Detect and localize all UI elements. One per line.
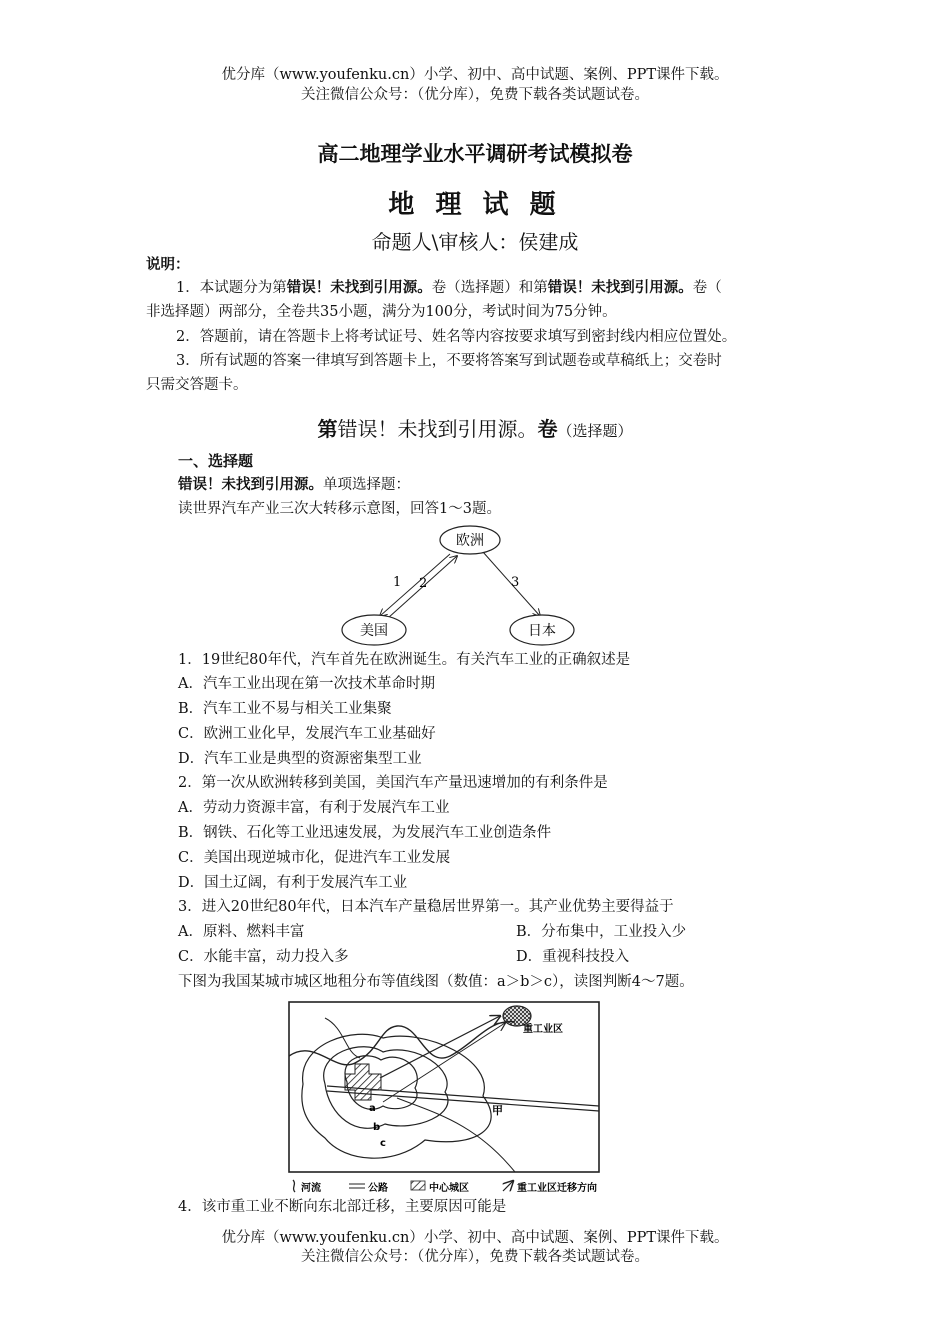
section-error-ref: 错误！未找到引用源。	[337, 417, 538, 441]
exam-title: 高二地理学业水平调研考试模拟卷	[317, 141, 633, 166]
label-europe: 欧洲	[456, 533, 484, 549]
map-intro: 下图为我国某城市城区地租分布等值线图（数值：a＞b＞c），读图判断4～7题。	[178, 974, 694, 990]
arrow-europe-to-usa	[380, 554, 450, 616]
question-1-option-c: C．欧洲工业化早，发展汽车工业基础好	[178, 726, 436, 742]
question-2-option-b: B．钢铁、石化等工业迅速发展，为发展汽车工业创造条件	[178, 825, 552, 841]
notes-label: 说明：	[146, 256, 190, 273]
question-4: 4．该市重工业不断向东北部迁移，主要原因可能是	[178, 1199, 507, 1215]
note-1-line2: 非选择题）两部分，全卷共35小题，满分为100分，考试时间为75分钟。	[146, 304, 617, 320]
page-footer-line1: 优分库（www.youfenku.cn）小学、初中、高中试题、案例、PPT课件下载。	[221, 1230, 729, 1246]
heavy-industry-zone	[503, 1006, 531, 1026]
part1-subheading-text: 单项选择题：	[323, 477, 410, 493]
note-1-part-c: 卷（	[692, 280, 722, 296]
isoline-label-b: b	[373, 1122, 381, 1133]
question-3-option-d: D．重视科技投入	[516, 949, 630, 965]
section-prefix: 第	[317, 417, 338, 441]
legend-migration-icon	[503, 1181, 513, 1191]
label-usa: 美国	[360, 623, 388, 639]
legend-migration: 重工业区迁移方向	[517, 1183, 597, 1194]
legend-center: 中心城区	[429, 1183, 469, 1194]
isoline-label-a: a	[369, 1103, 376, 1114]
question-3: 3．进入20世纪80年代，日本汽车产量稳居世界第一。其产业优势主要得益于	[178, 899, 674, 915]
author-line: 命题人\审核人：侯建成	[371, 230, 579, 254]
question-3-option-a: A．原料、燃料丰富	[178, 924, 305, 940]
label-transfer-2: 2	[419, 576, 428, 591]
question-2-option-d: D．国土辽阔，有利于发展汽车工业	[178, 875, 408, 891]
question-2-option-a: A．劳动力资源丰富，有利于发展汽车工业	[178, 800, 450, 816]
question-1: 1．19世纪80年代，汽车首先在欧洲诞生。有关汽车工业的正确叙述是	[178, 652, 631, 668]
location-jia: 甲	[492, 1104, 503, 1117]
note-1-error-ref-1: 错误！未找到引用源。	[286, 279, 432, 296]
question-3-option-c: C．水能丰富，动力投入多	[178, 949, 349, 965]
legend-road: 公路	[368, 1183, 388, 1194]
page-header-line2: 关注微信公众号：（优分库），免费下载各类试题试卷。	[301, 87, 649, 103]
question-1-option-a: A．汽车工业出现在第一次技术革命时期	[178, 676, 435, 692]
question-1-option-d: D．汽车工业是典型的资源密集型工业	[178, 751, 422, 767]
label-japan: 日本	[528, 623, 556, 639]
note-1-part-b: 卷（选择题）和第	[431, 280, 548, 296]
note-3-line1: 3．所有试题的答案一律填写到答题卡上，不要将答案写到试题卷或草稿纸上；交卷时	[176, 353, 722, 369]
section-heading	[0, 413, 950, 442]
legend-center-icon	[411, 1181, 425, 1190]
part1-heading: 一、选择题	[178, 452, 254, 470]
legend-river: 河流	[301, 1183, 321, 1194]
land-rent-isoline-map	[285, 998, 605, 1194]
note-2: 2．答题前，请在答题卡上将考试证号、姓名等内容按要求填写到密封线内相应位置处。	[176, 329, 737, 345]
part1-intro: 读世界汽车产业三次大转移示意图，回答1～3题。	[178, 501, 501, 517]
question-3-option-b: B．分布集中，工业投入少	[516, 924, 687, 940]
question-1-option-b: B．汽车工业不易与相关工业集聚	[178, 701, 392, 717]
label-transfer-1: 1	[393, 575, 402, 590]
part1-subheading	[178, 475, 410, 495]
page-header-line1: 优分库（www.youfenku.cn）小学、初中、高中试题、案例、PPT课件下载。	[221, 67, 729, 83]
isoline-label-c: c	[380, 1138, 386, 1149]
label-transfer-3: 3	[511, 575, 520, 590]
heavy-industry-label: 重工业区	[523, 1024, 563, 1035]
note-3-line2: 只需交答题卡。	[146, 377, 248, 393]
note-1-part-a: 1．本试题分为第	[176, 280, 287, 296]
legend-river-icon	[293, 1180, 295, 1192]
part1-error-ref: 错误！未找到引用源。	[178, 477, 323, 493]
car-industry-transfer-diagram	[330, 524, 590, 650]
section-suffix: 卷	[537, 417, 558, 441]
section-note: （选择题）	[557, 422, 633, 440]
subject-title: 地 理 试 题	[388, 190, 562, 220]
note-1-error-ref-2: 错误！未找到引用源。	[547, 279, 693, 296]
note-1-line1	[176, 278, 722, 298]
question-2: 2．第一次从欧洲转移到美国，美国汽车产量迅速增加的有利条件是	[178, 775, 608, 791]
page-footer-line2: 关注微信公众号：（优分库），免费下载各类试题试卷。	[301, 1249, 649, 1265]
question-2-option-c: C．美国出现逆城市化，促进汽车工业发展	[178, 850, 451, 866]
